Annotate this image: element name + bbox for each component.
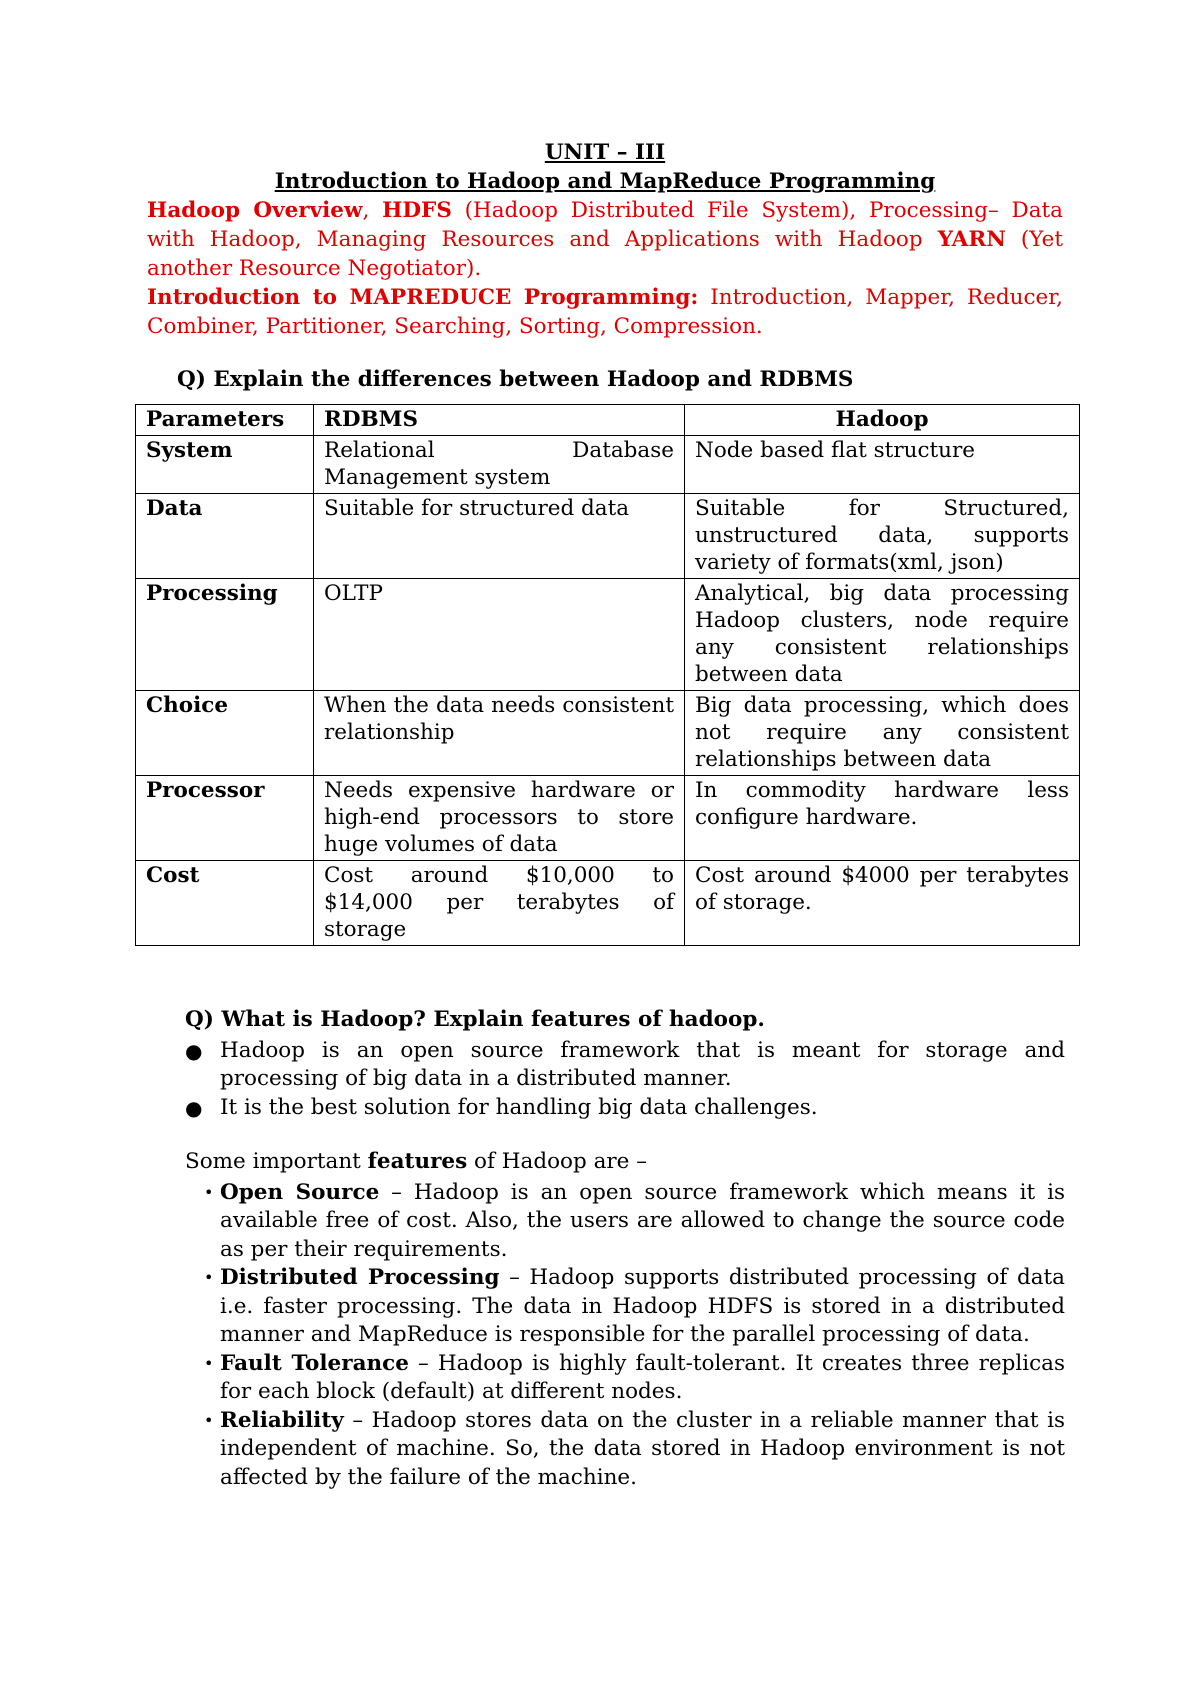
table-cell: When the data needs consistent relationship (314, 691, 685, 776)
question-2: Q) What is Hadoop? Explain features of hadoop. (185, 1007, 765, 1032)
intro-bullet-list (185, 1037, 1065, 1123)
feature-text: – Hadoop is an open source framework which means it is available free of cost. Also, the users are allowed to change the source code as per their requirements. (220, 1179, 1065, 1262)
features-intro-text: Some important (185, 1149, 368, 1174)
feature-text: – Hadoop stores data on the cluster in a reliable manner that is independent of machine. So, the data stored in Hadoop environment is not affected by the failure of the machine. (220, 1407, 1065, 1490)
table-row (136, 691, 1080, 776)
table-row (136, 436, 1080, 494)
table-cell: OLTP (314, 579, 685, 691)
syllabus-paragraph-2 (147, 283, 1063, 341)
list-item-text: It is the best solution for handling big data challenges. (220, 1094, 818, 1120)
list-item (185, 1037, 1065, 1094)
table-cell: Choice (136, 691, 314, 776)
features-intro (185, 1148, 1065, 1177)
table-cell: Processing (136, 579, 314, 691)
bullet-icon: • (204, 1410, 214, 1430)
table-header-row (136, 405, 1080, 436)
table-cell: Analytical, big data processing Hadoop clusters, node require any consistent relationships between data (685, 579, 1080, 691)
syllabus-text: , (362, 198, 383, 223)
syllabus-text: (Hadoop Distributed File System), Processing– Data with Hadoop, Managing Resources and Applications with Hadoop (147, 198, 1063, 252)
comparison-table (135, 404, 1080, 946)
table-cell: In commodity hardware less configure hardware. (685, 776, 1080, 861)
syllabus-text: Introduction, Mapper, Reducer, Combiner, Partitioner, Searching, Sorting, Compression. (147, 285, 1063, 339)
question-1: Q) Explain the differences between Hadoop and RDBMS (177, 367, 854, 392)
bullet-icon: ● (185, 1038, 203, 1063)
table-cell: Node based flat structure (685, 436, 1080, 494)
feature-item (204, 1179, 1065, 1265)
unit-heading: UNIT – III (544, 140, 666, 165)
table-cell: Cost around $4000 per terabytes of storage. (685, 861, 1080, 946)
table-row (136, 579, 1080, 691)
table-cell: Processor (136, 776, 314, 861)
feature-item (204, 1264, 1066, 1350)
syllabus-term: Hadoop Overview (147, 198, 363, 223)
syllabus-text: (Yet another Resource Negotiator). (147, 227, 1063, 281)
table-row (136, 494, 1080, 579)
table-cell: Relational Database Management system (314, 436, 685, 494)
syllabus-term: HDFS (382, 198, 452, 223)
table-cell: Cost (136, 861, 314, 946)
table-row (136, 776, 1080, 861)
feature-name: Distributed Processing (220, 1265, 500, 1290)
bullet-icon: • (204, 1182, 214, 1202)
list-item (185, 1094, 1065, 1123)
table-header-cell: Hadoop (685, 405, 1080, 436)
hadoop-features-section (185, 1006, 1065, 1492)
syllabus-paragraph-1 (147, 196, 1063, 283)
features-list (185, 1179, 1065, 1493)
table-cell: Data (136, 494, 314, 579)
feature-item (204, 1407, 1065, 1493)
table-header-cell: RDBMS (314, 405, 685, 436)
syllabus-term: YARN (937, 227, 1006, 252)
feature-name: Reliability (220, 1407, 344, 1433)
table-header-cell: Parameters (136, 405, 314, 436)
feature-name: Fault Tolerance (220, 1350, 409, 1376)
header-block (147, 138, 1063, 394)
bullet-icon: ● (185, 1095, 203, 1120)
table-cell: Suitable for Structured, unstructured data, supports variety of formats(xml, json) (685, 494, 1080, 579)
table-cell: Needs expensive hardware or high-end processors to store huge volumes of data (314, 776, 685, 861)
bullet-icon: • (204, 1268, 214, 1287)
table-cell: Cost around $10,000 to $14,000 per terabytes of storage (314, 861, 685, 946)
feature-text: – Hadoop supports distributed processing of data i.e. faster processing. The data in Hadoop HDFS is stored in a distributed manner and MapReduce is responsible for the parallel processing of data. (220, 1265, 1066, 1347)
table-cell: Big data processing, which does not require any consistent relationships between data (685, 691, 1080, 776)
feature-item (204, 1350, 1065, 1407)
syllabus-term: Introduction to MAPREDUCE Programming: (147, 285, 699, 310)
unit-title: Introduction to Hadoop and MapReduce Programming (274, 169, 936, 194)
table-row (136, 861, 1080, 946)
feature-text: – Hadoop is highly fault-tolerant. It creates three replicas for each block (default) at different nodes. (220, 1350, 1065, 1404)
list-item-text: Hadoop is an open source framework that is meant for storage and processing of big data in a distributed manner. (220, 1037, 1065, 1091)
feature-name: Open Source (220, 1179, 380, 1205)
table-cell: Suitable for structured data (314, 494, 685, 579)
features-intro-text: of Hadoop are – (467, 1149, 647, 1174)
table-cell: System (136, 436, 314, 494)
bullet-icon: • (204, 1353, 214, 1373)
features-intro-bold: features (367, 1149, 468, 1174)
